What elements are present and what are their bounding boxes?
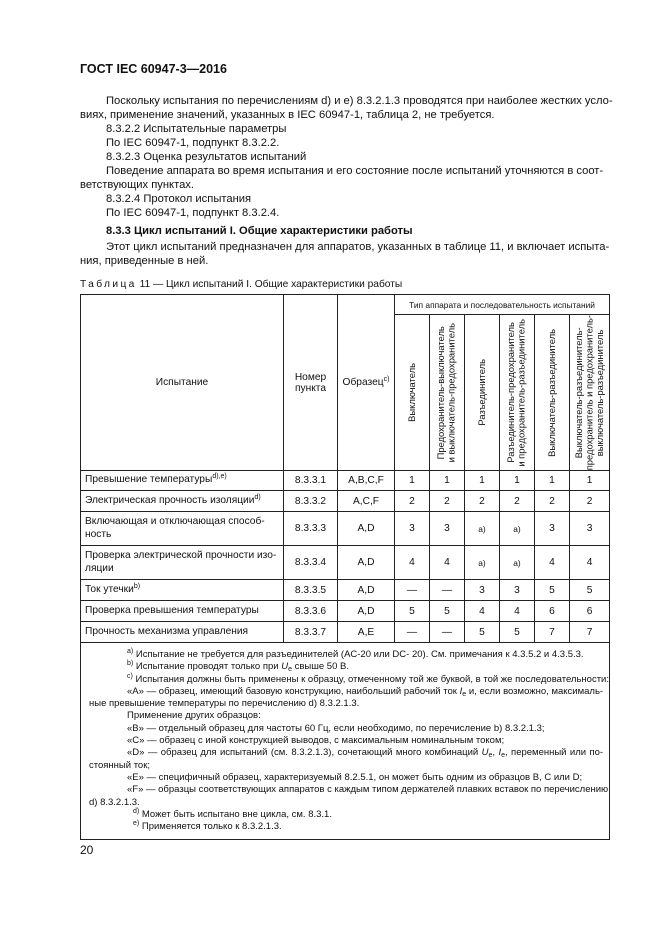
reference-line: По IEC 60947-1, подпункт 8.3.2.2. [106, 137, 280, 149]
table-row: Проверка превышения температуры 8.3.3.6 A,D 5 5 4 4 6 6 [81, 601, 610, 622]
table-caption-text: 11 — Цикл испытаний I. Общие характеристики работы [139, 279, 403, 290]
paragraph-line: виях, применение значений, указанных в IEC 60947-1, таблица 2, не требуется. [80, 109, 495, 121]
paragraph-line: ветствующих пунктах. [80, 179, 194, 191]
paragraph-line: Этот цикл испытаний предназначен для аппаратов, указанных в таблице 11, и включает испыта- [106, 241, 610, 253]
subsection-title: 8.3.2.4 Протокол испытания [106, 193, 252, 205]
header-device-switch-disconnector-fuse: Выключатель-разъединитель- предохранитель и предохранитель- выключатель-разъединитель [570, 315, 610, 471]
document-header: ГОСТ IEC 60947-3—2016 [80, 62, 227, 76]
header-device-type-group: Тип аппарата и последовательность испытаний [395, 295, 610, 315]
table-caption-label: Таблица [80, 279, 137, 290]
header-device-switch-disconnector: Выключатель-разъединитель [535, 315, 570, 471]
table-caption [80, 279, 402, 290]
table-row: Проверка электрической прочности изо- ляции 8.3.3.4 A,D 4 4 a) a) 4 4 [81, 546, 610, 580]
header-test: Испытание [81, 295, 284, 471]
paragraph-line: Поведение аппарата во время испытания и его состояние после испытаний уточняются в соот- [106, 165, 604, 177]
header-device-switch: Выключатель [395, 315, 430, 471]
table-footnotes: $^{a)}$ Испытание не требуется для разъединителей (AC-20 или DC- 20). См. примечания к 4.3.5.2 и 4.3.5.3. $^{b)}$ Испытание проводят только при $U_e$ свыше 50 В. $^{c)}$ Испытания должны быть применены к образцу, отмеченному той же буквой, в той же последовательности: «A» — образец, имеющий базовую конструкцию, наибольший рабочий ток $I_e$ и, если возможно, максималь- ные превышение температуры по перечислению d) 8.3.2.1.3. Применение других образцов: «B» — отдельный образец для частоты 60 Гц, если необходимо, по перечисление b) 8.3.2.1.3; «C» — образец с иной конструкцией выводов, с максимальным номинальным током; «D» — образец для испытаний (см. 8.3.2.1.3), сочетающий много комбинаций $U_e$, $I_e$, переменный или по- стоянный ток; «E» — специфичный образец, характеризуемый 8.2.5.1, он может быть одним из образцов B, C или D; «F» — образцы соответствующих аппаратов с каждым типом держателей плавких вставок по перечислению d) 8.3.2.1.3. $^{d)}$ Может быть испытано вне цикла, см. 8.3.1. $^{e)}$ Применяется только к 8.3.2.1.3. [81, 643, 610, 840]
section-heading: 8.3.3 Цикл испытаний I. Общие характеристики работы [106, 225, 413, 237]
header-clause-number: Номер пункта [284, 295, 338, 471]
header-device-disconnector: Разъединитель [465, 315, 500, 471]
paragraph-line: ния, приведенные в ней. [80, 255, 209, 267]
table-row: Превышение температуры$^{d),e)}$ 8.3.3.1 A,B,C,F 1 1 1 1 1 1 [81, 471, 610, 491]
paragraph-line: Поскольку испытания по перечислениям d) и e) 8.3.2.1.3 проводятся при наиболее жестких усло- [106, 95, 613, 107]
test-sequence-table [80, 294, 610, 840]
header-device-switch-fuse: Предохранитель-выключатель и выключатель-предохранитель [430, 315, 465, 471]
subsection-title: 8.3.2.3 Оценка результатов испытаний [106, 151, 307, 163]
subsection-title: 8.3.2.2 Испытательные параметры [106, 123, 287, 135]
table-row: Включающая и отключающая способ- ность 8.3.3.3 A,D 3 3 a) a) 3 3 [81, 512, 610, 546]
table-row: Прочность механизма управления 8.3.3.7 A,E — — 5 5 7 7 [81, 622, 610, 643]
table-row: Электрическая прочность изоляции$^{d)}$ 8.3.3.2 A,C,F 2 2 2 2 2 2 [81, 491, 610, 512]
page-number: 20 [80, 843, 94, 857]
header-sample: Образец$^{c)}$ [338, 295, 395, 471]
reference-line: По IEC 60947-1, подпункт 8.3.2.4. [106, 207, 280, 219]
table-row: Ток утечки$^{b)}$ 8.3.3.5 A,D — — 3 3 5 5 [81, 580, 610, 601]
header-device-disconnector-fuse: Разъединитель-предохранитель и предохранитель-разъединитель [500, 315, 535, 471]
